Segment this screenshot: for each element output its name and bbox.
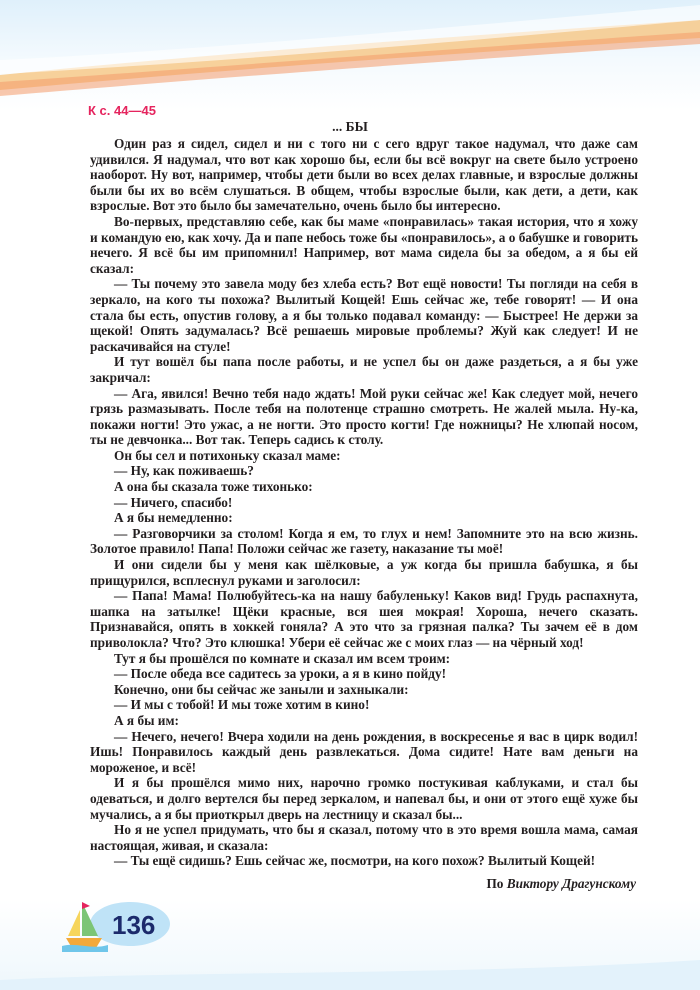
attribution-prefix: По [486, 876, 504, 891]
paragraph: — Ну, как поживаешь? [114, 463, 254, 479]
author-attribution [486, 876, 636, 892]
paragraph: И тут вошёл бы папа после работы, и не успел бы он даже раздеться, а я бы уже закричал: [90, 354, 638, 385]
paragraph: Во-первых, представляю себе, как бы маме «понравилась» такая история, что я хожу и командую ею, как хочу. Да и папе небось тоже бы «понравилось», а о бабушке и говорить нечего. Я всё бы им припомнил! Например, вот мама сидела бы за обедом, а я бы ей сказал: [90, 213, 638, 276]
paragraph: — Папа! Мама! Полюбуйтесь-ка на нашу бабуленьку! Каков вид! Грудь распахнута, шапка на затылке! Щёки красные, вся шея мокрая! Хороша, нечего сказать. Признавайся, опять в хоккей гоняла? А это что за грязная палка? Ты зачем её в дом приволокла? Что? Это клюшка! Убери её сейчас же с моих глаз — на чёрный ход! [90, 588, 638, 650]
paragraph: — Ага, явился! Вечно тебя надо ждать! Мой руки сейчас же! Как следует мой, нечего грязь размазывать. После тебя на полотенце страшно смотреть. Не жалей мыла. Ну-ка, покажи ногти! Это ужас, а не ногти. Это просто когти! Где ножницы? Не хлюпай носом, ты не девчонка... Вот так. Теперь садись к столу. [90, 385, 638, 448]
paragraph: Тут я бы прошёлся по комнате и сказал им всем троим: [114, 650, 451, 666]
paragraph: — После обеда все садитесь за уроки, а я в кино пойду! [114, 666, 447, 682]
decorative-bottom-wave [0, 910, 700, 990]
paragraph: И я бы прошёлся мимо них, нарочно громко постукивая каблуками, и стал бы одеваться, и долго вертелся бы перед зеркалом, и напевал бы, и они от этого ещё хуже бы мучались, а я бы приоткрыл дверь на лестницу и сказал бы... [90, 775, 638, 822]
paragraph: — Ничего, спасибо! [114, 494, 233, 510]
paragraph: И они сидели бы у меня как шёлковые, а уж когда бы пришла бабушка, я бы прищурился, всплеснул руками и заголосил: [90, 557, 638, 588]
paragraph: Но я не успел придумать, что бы я сказал, потому что в это время вошла мама, самая настоящая, живая, и сказала: [90, 822, 638, 853]
story-title: ... БЫ [332, 119, 368, 134]
paragraph: — Нечего, нечего! Вчера ходили на день рождения, в воскресенье я вас в цирк водил! Ишь! Понравилось каждый день развлекаться. Дома сидите! Нате вам деньги на мороженое, и всё! [90, 728, 638, 775]
paragraph: Конечно, они бы сейчас же заныли и захныкали: [114, 681, 409, 697]
attribution-author: Виктору Драгунскому [506, 876, 636, 891]
paragraph: — Ты почему это завела моду без хлеба есть? Вот ещё новости! Ты погляди на себя в зеркало, на кого ты похожа? Вылитый Кощей! Ешь сейчас же, тебе говорят! — И она стала бы есть, опустив голову, а я бы только подавал команду: — Быстрее! Не держи за щекой! Опять задумалась? Всё решаешь мировые проблемы? Жуй как следует! И не раскачивайся на стуле! [90, 276, 638, 354]
paragraph: А я бы им: [114, 712, 179, 728]
story-text [90, 136, 638, 869]
paragraph: — И мы с тобой! И мы тоже хотим в кино! [114, 697, 370, 713]
decorative-swoosh [0, 0, 700, 110]
paragraph: Он бы сел и потихоньку сказал маме: [114, 447, 341, 463]
page-number: 136 [112, 910, 156, 940]
paragraph: А она бы сказала тоже тихонько: [114, 479, 313, 495]
paragraph: Один раз я сидел, сидел и ни с того ни с сего вдруг такое надумал, что даже сам удивился. Я надумал, что вот как хорошо бы, если бы всё вокруг на свете было устроено наоборот. Ну вот, например, чтобы дети были во всех делах главные, и взрослые должны были бы их во всём слушаться. В общем, чтобы взрослые были, как дети, а дети, как взрослые. Вот это было бы замечательно, очень было бы интересно. [90, 136, 638, 214]
paragraph: — Разговорчики за столом! Когда я ем, то глух и нем! Запомните это на всю жизнь. Золотое правило! Папа! Положи сейчас же газету, наказание ты моё! [90, 525, 638, 557]
section-reference: К с. 44—45 [88, 103, 156, 118]
paragraph: — Ты ещё сидишь? Ешь сейчас же, посмотри, на кого похож? Вылитый Кощей! [114, 853, 596, 869]
paragraph: А я бы немедленно: [114, 510, 233, 526]
